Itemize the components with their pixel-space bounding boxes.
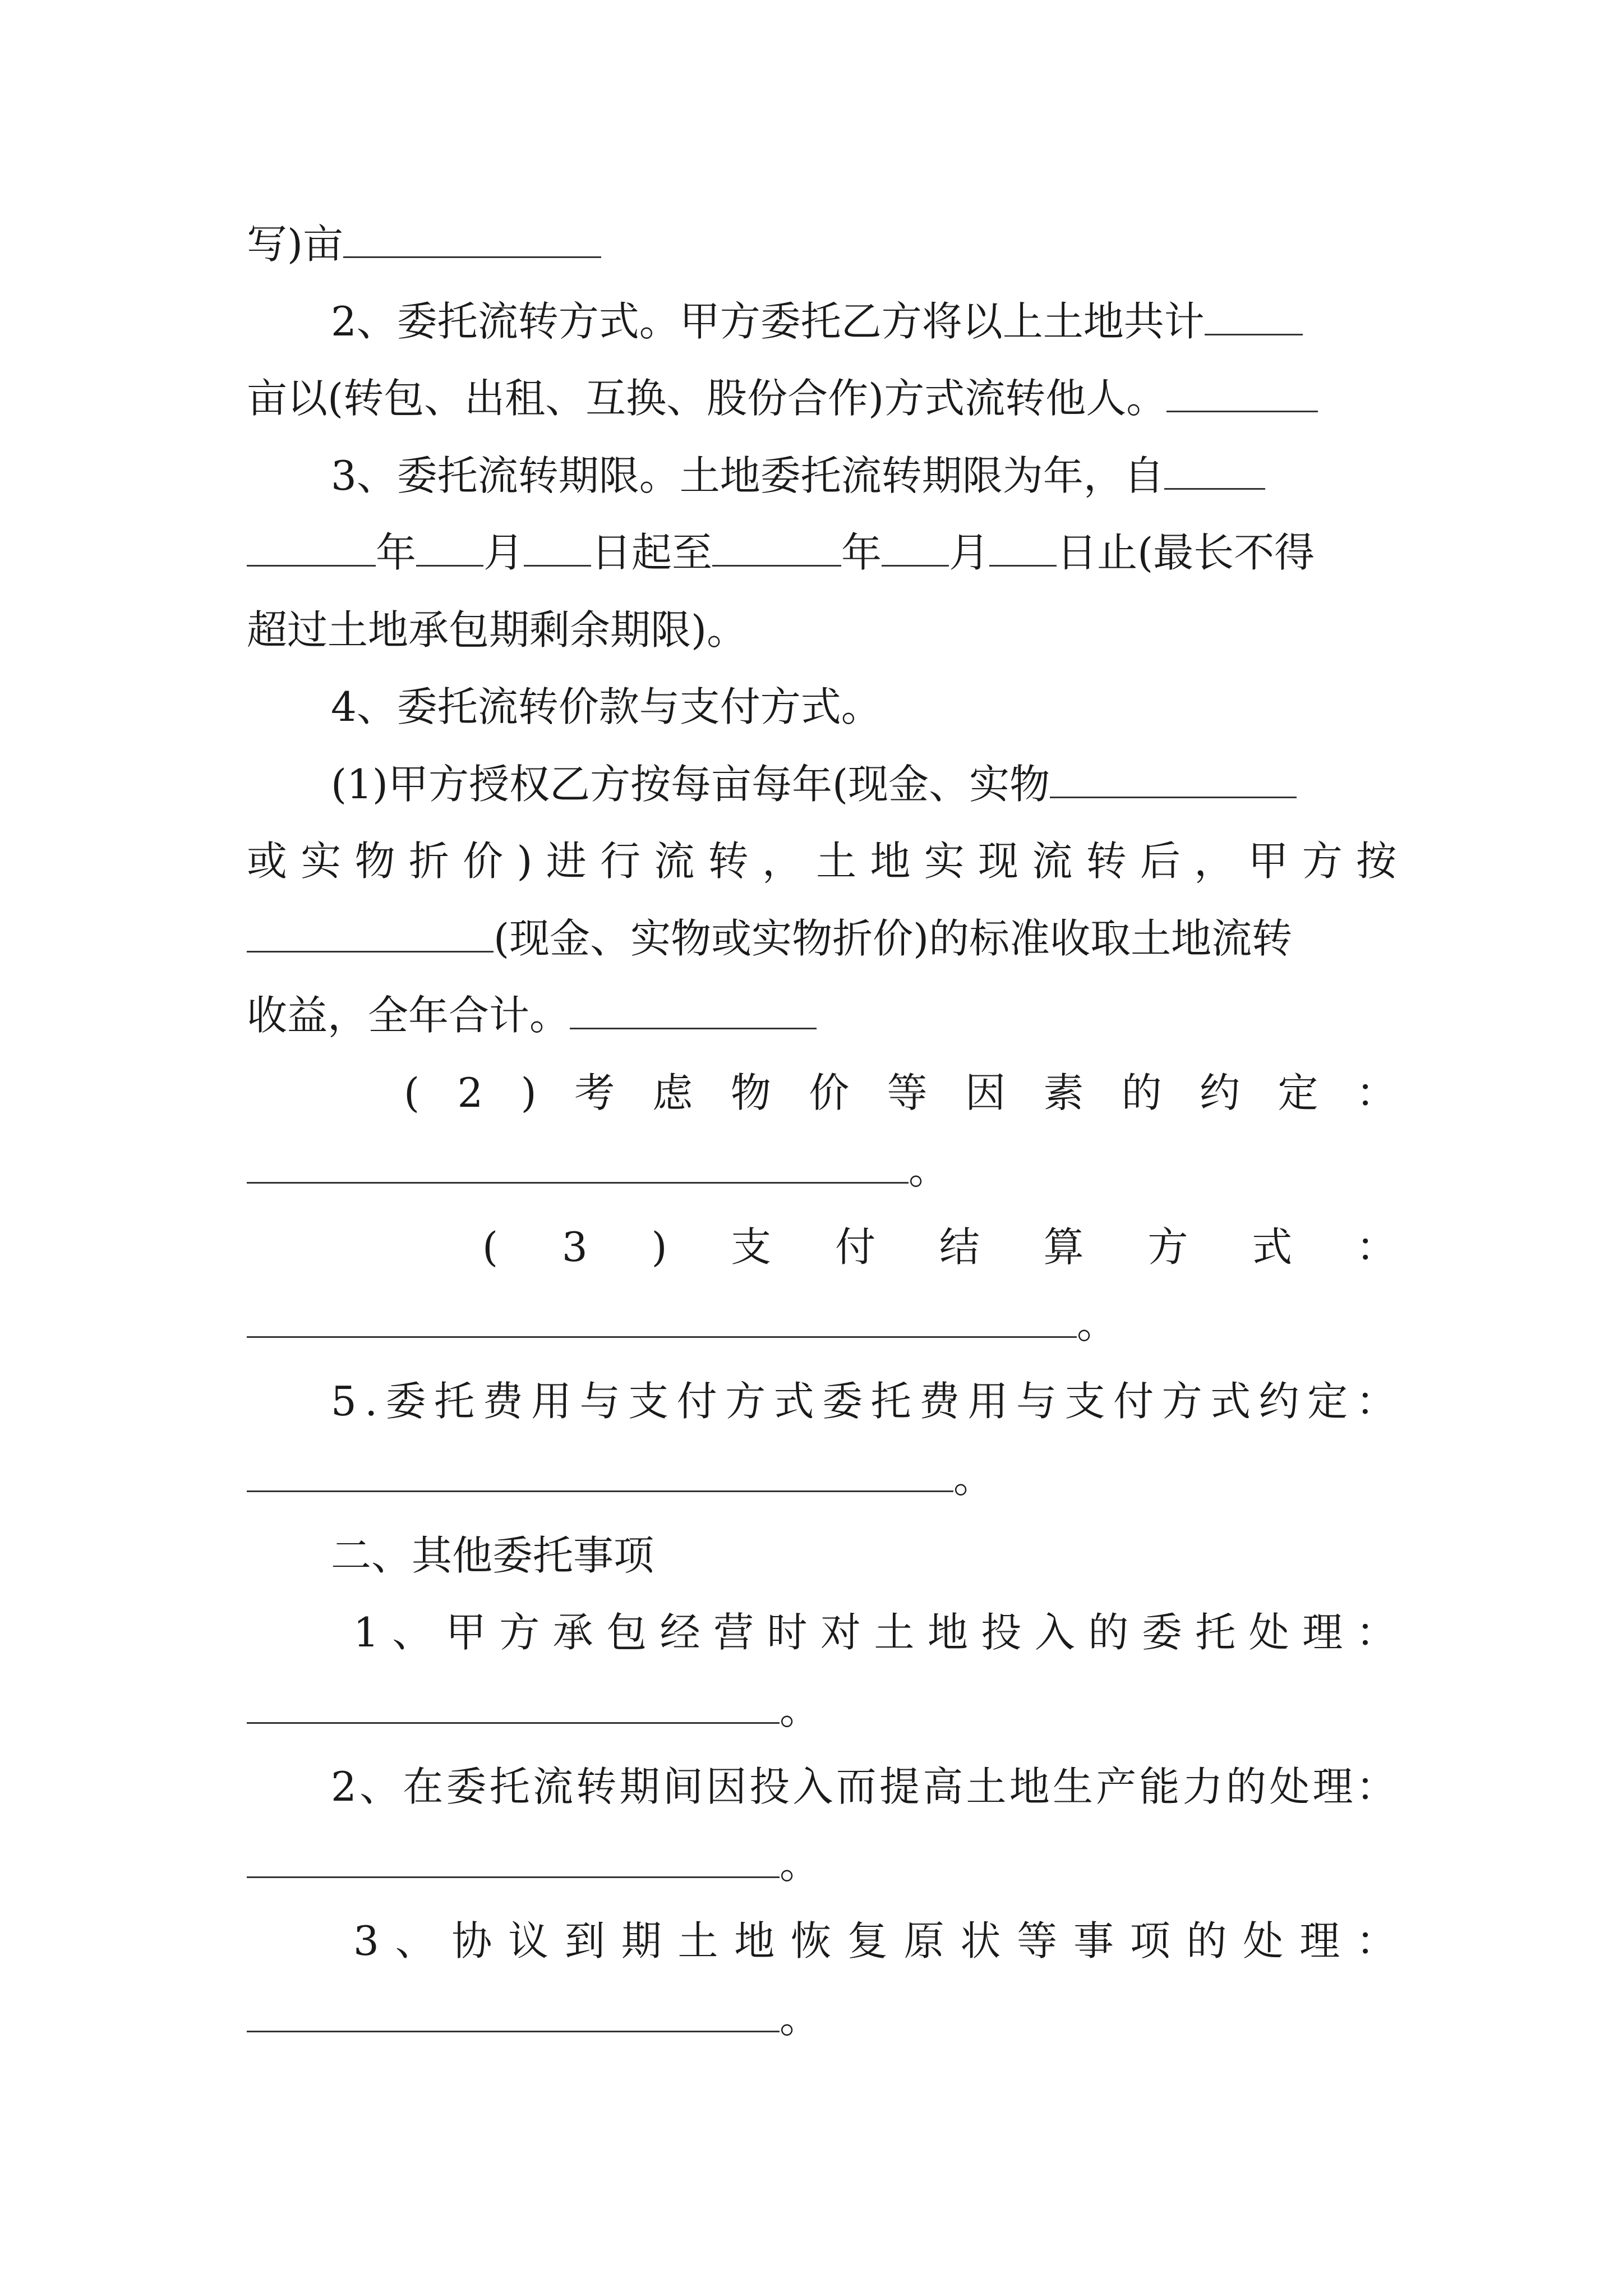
text-char: 2	[331, 1763, 357, 1810]
text-char: (	[404, 1069, 420, 1116]
fill-in-blank[interactable]	[247, 1142, 909, 1184]
text-segment: 亩	[303, 220, 344, 268]
text-segment: 二、其他委托事项	[331, 1531, 654, 1579]
text-char: 处	[1243, 1917, 1284, 1964]
text-char: .	[365, 1377, 378, 1425]
text-char: 等	[1017, 1917, 1058, 1964]
document-line	[247, 987, 1396, 1043]
text-char: 处	[1269, 1763, 1310, 1810]
text-segment: (转包、出租、互换、股份合作)方式流转他人。	[328, 375, 1167, 422]
text-char: 力	[1182, 1763, 1223, 1810]
text-char: 方	[1147, 1223, 1188, 1271]
text-char: 折	[408, 838, 449, 885]
text-char: 方	[1302, 838, 1343, 885]
text-char: 经	[660, 1609, 700, 1656]
text-char: 地	[927, 1609, 968, 1656]
text-char: 地	[1009, 1763, 1050, 1810]
text-char: 托	[1195, 1609, 1236, 1656]
document-line	[247, 216, 1396, 272]
fill-in-blank[interactable]	[247, 910, 494, 953]
text-char: )	[517, 838, 533, 885]
fill-in-blank[interactable]	[1050, 756, 1297, 798]
text-char: 土	[677, 1917, 718, 1964]
text-char: 支	[731, 1223, 772, 1271]
text-char: 物	[354, 838, 395, 885]
text-char: 因	[706, 1763, 747, 1810]
text-char: 时	[767, 1609, 808, 1656]
text-char: 支	[1064, 1377, 1105, 1425]
text-char: 委	[446, 1763, 487, 1810]
text-char: 式	[773, 1377, 814, 1425]
document-line	[247, 1450, 1396, 1506]
text-char: 而	[836, 1763, 877, 1810]
text-char: 到	[564, 1917, 605, 1964]
document-line	[247, 1836, 1396, 1892]
text-char: 土	[966, 1763, 1007, 1810]
text-char: 流	[533, 1763, 574, 1810]
text-char: 实	[301, 838, 342, 885]
fill-in-blank[interactable]	[247, 524, 376, 567]
document-line	[247, 1527, 1396, 1584]
text-segment: 3、委托流转期限。土地委托流转期限为	[331, 452, 1043, 499]
text-char: 约	[1258, 1377, 1299, 1425]
fill-in-blank[interactable]	[524, 524, 591, 567]
text-char: ：	[1355, 1763, 1396, 1810]
text-char: 付	[1113, 1377, 1154, 1425]
text-char: 方	[499, 1609, 540, 1656]
text-char: 、	[392, 1609, 433, 1656]
text-char: 1	[353, 1609, 379, 1656]
document-line	[247, 1759, 1396, 1815]
text-char: 恢	[791, 1917, 832, 1964]
text-char: 甲	[445, 1609, 486, 1656]
text-segment: 年	[376, 529, 417, 576]
text-char: 的	[1088, 1609, 1129, 1656]
text-char: 考	[574, 1069, 615, 1116]
fill-in-blank[interactable]	[1205, 293, 1303, 335]
text-segment: 月	[949, 529, 990, 576]
text-char: 状	[960, 1917, 1001, 1964]
text-segment: 。	[1077, 1300, 1118, 1347]
document-line	[247, 1219, 1396, 1275]
fill-in-blank[interactable]	[1164, 448, 1265, 490]
text-char: 土	[816, 838, 857, 885]
text-char: 付	[835, 1223, 876, 1271]
text-char: 入	[792, 1763, 833, 1810]
text-char: 地	[870, 838, 911, 885]
fill-in-blank[interactable]	[416, 524, 483, 567]
fill-in-blank[interactable]	[247, 1836, 780, 1878]
fill-in-blank[interactable]	[247, 1990, 780, 2032]
text-char: 投	[749, 1763, 790, 1810]
text-segment: 。	[909, 1146, 949, 1193]
text-char: 或	[247, 838, 288, 885]
fill-in-blank[interactable]	[570, 987, 817, 1029]
fill-in-blank[interactable]	[1166, 370, 1318, 412]
document-line	[247, 756, 1396, 812]
document-line	[247, 833, 1396, 889]
text-char: 理	[1312, 1763, 1353, 1810]
text-char: 委	[822, 1377, 863, 1425]
text-char: 托	[489, 1763, 530, 1810]
text-char: 转	[1086, 838, 1127, 885]
text-char: ：	[1355, 1917, 1396, 1964]
text-segment: 收益，全年合计	[247, 992, 530, 1039]
text-segment: 日起至	[591, 529, 713, 576]
text-segment: 。	[780, 1686, 820, 1733]
text-char: 转	[576, 1763, 617, 1810]
text-char: ：	[1355, 1069, 1396, 1116]
text-segment: (现金、实物或实物折价)的标准收取土地流转	[494, 914, 1293, 962]
text-char: 进	[546, 838, 587, 885]
fill-in-blank[interactable]	[882, 524, 949, 567]
text-char: 委	[1141, 1609, 1182, 1656]
text-char: 复	[847, 1917, 888, 1964]
text-segment: 。	[780, 1840, 820, 1888]
text-char: ：	[1355, 1609, 1396, 1656]
document-line	[247, 524, 1396, 581]
text-segment: 写)	[247, 220, 303, 268]
fill-in-blank[interactable]	[247, 1682, 780, 1724]
text-char: ：	[1355, 1377, 1396, 1425]
text-char: 流	[654, 838, 695, 885]
text-segment: 。	[953, 1455, 994, 1502]
text-char: 、	[395, 1917, 436, 1964]
document-line	[247, 1373, 1396, 1429]
text-char: )	[651, 1223, 667, 1271]
text-char: )	[520, 1069, 537, 1116]
text-char: 地	[734, 1917, 775, 1964]
fill-in-blank[interactable]	[247, 1296, 1077, 1338]
text-char: 与	[579, 1377, 620, 1425]
text-char: 与	[1016, 1377, 1057, 1425]
text-char: ：	[1355, 1223, 1396, 1271]
text-char: 期	[619, 1763, 660, 1810]
text-char: 议	[508, 1917, 549, 1964]
text-segment: (现金、实物	[832, 760, 1050, 808]
text-char: 定	[1307, 1377, 1348, 1425]
text-char: 包	[606, 1609, 647, 1656]
text-char: 费	[482, 1377, 523, 1425]
text-char: 的	[1186, 1917, 1227, 1964]
text-char: 高	[923, 1763, 963, 1810]
text-char: 事	[1073, 1917, 1114, 1964]
text-char: 托	[434, 1377, 475, 1425]
text-segment: 。	[780, 1994, 820, 2042]
text-char: 2	[457, 1069, 483, 1116]
text-segment: 亩以	[247, 375, 328, 422]
text-char: 委	[385, 1377, 426, 1425]
text-char: 提	[879, 1763, 920, 1810]
text-segment: 2、委托流转方式。甲方委托乙方将以上土地共计	[331, 297, 1205, 345]
text-char: 转	[708, 838, 749, 885]
document-line	[247, 679, 1396, 735]
text-char: 、	[359, 1763, 400, 1810]
text-char: 期	[621, 1917, 662, 1964]
text-char: 按	[1355, 838, 1396, 885]
text-char: 虑	[652, 1069, 693, 1116]
text-char: 算	[1043, 1223, 1084, 1271]
text-char: 生	[1053, 1763, 1094, 1810]
text-char: 承	[552, 1609, 593, 1656]
document-line	[247, 1065, 1396, 1121]
document-line	[247, 448, 1396, 504]
fill-in-blank[interactable]	[989, 524, 1057, 567]
text-char: 入	[1034, 1609, 1075, 1656]
text-char: 行	[600, 838, 641, 885]
text-segment: 。	[529, 992, 570, 1039]
text-segment: (1)甲方授权乙方按每亩每年	[331, 760, 832, 808]
text-char: 产	[1096, 1763, 1137, 1810]
text-char: 式	[1210, 1377, 1251, 1425]
document-line	[247, 1142, 1396, 1198]
text-char: 对	[820, 1609, 861, 1656]
text-char: 物	[730, 1069, 771, 1116]
text-char: 营	[713, 1609, 754, 1656]
text-char: 方	[1161, 1377, 1202, 1425]
document-line	[247, 910, 1396, 967]
text-char: 托	[870, 1377, 911, 1425]
document-line	[247, 1604, 1396, 1660]
text-char: 价	[463, 838, 504, 885]
text-char: 原	[903, 1917, 944, 1964]
text-char: 能	[1139, 1763, 1180, 1810]
text-char: 付	[676, 1377, 717, 1425]
document-line	[247, 1990, 1396, 2046]
fill-in-blank[interactable]	[247, 1450, 953, 1492]
text-char: 理	[1299, 1917, 1340, 1964]
text-char: 5	[331, 1377, 357, 1425]
text-char: 用	[967, 1377, 1008, 1425]
text-char: 的	[1121, 1069, 1162, 1116]
text-char: 理	[1302, 1609, 1343, 1656]
text-char: 后	[1140, 838, 1181, 885]
text-segment: 月	[483, 529, 524, 576]
text-char: 投	[981, 1609, 1022, 1656]
text-char: 的	[1226, 1763, 1267, 1810]
text-char: 等	[887, 1069, 928, 1116]
text-char: 3	[561, 1223, 588, 1271]
text-char: ，	[1194, 838, 1235, 885]
text-char: 协	[451, 1917, 492, 1964]
text-char: 定	[1278, 1069, 1318, 1116]
text-segment: 年，自	[1043, 452, 1164, 499]
text-char: 土	[874, 1609, 915, 1656]
text-segment: 4、委托流转价款与支付方式。	[331, 683, 882, 730]
text-char: 素	[1043, 1069, 1084, 1116]
text-char: 约	[1200, 1069, 1241, 1116]
text-char: 在	[403, 1763, 444, 1810]
document-line	[247, 293, 1396, 349]
document-line	[247, 1913, 1396, 1969]
text-char: 价	[809, 1069, 850, 1116]
text-segment: 年	[841, 529, 882, 576]
document-line	[247, 1682, 1396, 1738]
text-char: 甲	[1248, 838, 1289, 885]
text-char: 实	[924, 838, 965, 885]
text-char: 方	[725, 1377, 766, 1425]
text-char: 处	[1248, 1609, 1289, 1656]
fill-in-blank[interactable]	[712, 524, 841, 567]
document-line	[247, 370, 1396, 426]
text-segment: 超过土地承包期剩余期限)。	[247, 606, 748, 654]
text-char: 支	[628, 1377, 669, 1425]
text-char: 现	[978, 838, 1019, 885]
text-char: (	[482, 1223, 499, 1271]
text-char: 费	[919, 1377, 960, 1425]
text-char: 3	[353, 1917, 379, 1964]
text-char: 用	[531, 1377, 572, 1425]
text-char: ，	[762, 838, 803, 885]
text-segment: 日止(最长不得	[1057, 529, 1315, 576]
text-char: 流	[1032, 838, 1073, 885]
fill-in-blank[interactable]	[343, 216, 601, 258]
document-line	[247, 1296, 1396, 1352]
text-char: 项	[1129, 1917, 1170, 1964]
text-char: 式	[1252, 1223, 1293, 1271]
document-line	[247, 602, 1396, 658]
text-char: 间	[662, 1763, 703, 1810]
text-char: 结	[939, 1223, 980, 1271]
text-char: 因	[965, 1069, 1006, 1116]
